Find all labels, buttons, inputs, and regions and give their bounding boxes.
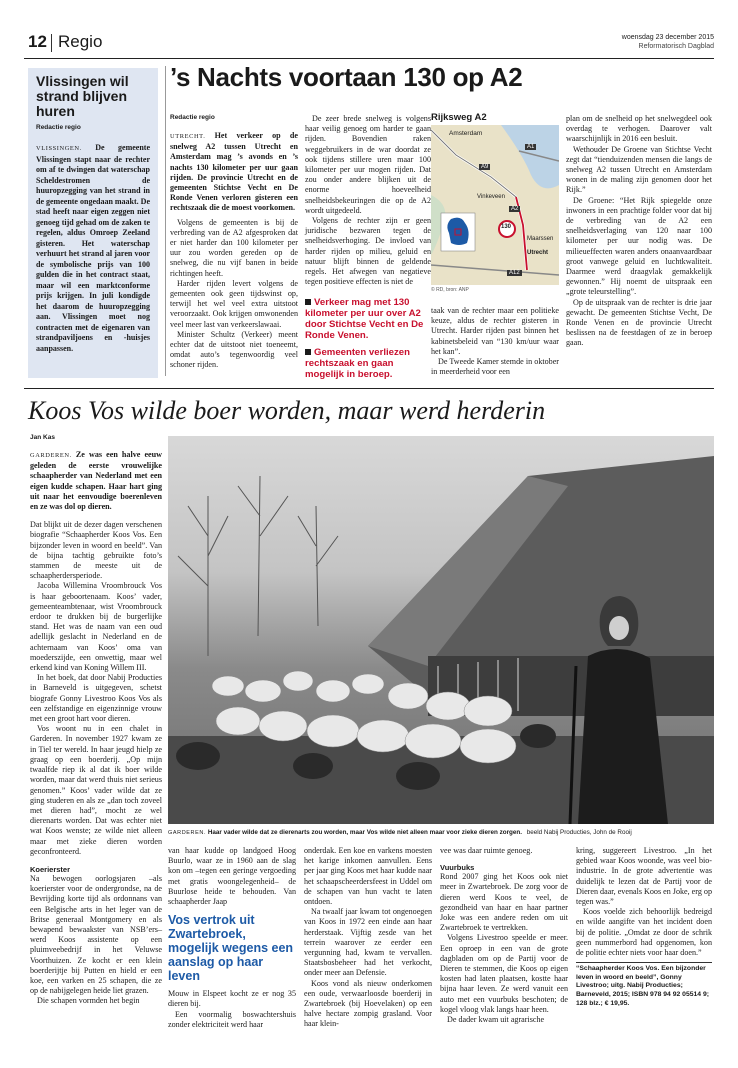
photo-caption bbox=[168, 829, 714, 837]
koos-col2b-p0: Mouw in Elspeet kocht ze er nog 35 dieren bij. bbox=[168, 989, 296, 1009]
a2-col3-p3: Op de uitspraak van de rechter is drie jaar gewacht. De gemeenten Stichtse Vecht, De Ronde Venen en de provincie Utrecht beslissen na de feestdagen of ze in beroep gaan. bbox=[566, 297, 712, 348]
a2-headline: ’s Nachts voortaan 130 op A2 bbox=[170, 62, 523, 92]
map-label-a1: A1 bbox=[527, 144, 535, 150]
a2-col3-p1: Wethouder De Groene van Stichtse Vecht zegt dat “tienduizenden mensen die langs de snelweg A2 tussen Utrecht en Amsterdam wonen in de maling zijn genomen door het Rijk.” bbox=[566, 144, 712, 195]
koos-byline: Jan Kas bbox=[30, 434, 55, 441]
koos-col5 bbox=[576, 846, 712, 1008]
koos-col1b-p1: Die schapen vormden het begin bbox=[37, 996, 140, 1006]
koos-col3 bbox=[304, 846, 432, 1030]
map-label-amsterdam: Amsterdam bbox=[449, 130, 483, 137]
header-rule bbox=[24, 58, 714, 59]
a2-col2 bbox=[305, 114, 431, 380]
koos-col5-p0: kring, suggereert Livestroo. „In het gebied waar Koos woonde, was veel bio-industrie. In de grote advertentie was duidelijk te lezen dat de Partij voor de Dieren daar, evenals Koos en Joke, erg op tegen was.” bbox=[576, 846, 712, 907]
koos-col3-p2: Koos vond als nieuw onderkomen een oude, verwaarloosde boerderij in Zwartebroek (bij Hoevelaken) op een halve hectare zompig grasland. Voor haar klein- bbox=[304, 978, 432, 1029]
koos-lead: Ze was een halve eeuw geleden de eerste vrouwelijke schaapherder van Nederland met een eigen kudde schapen. Haar hart ging uit naar het eenvoudige boerenleven en ze was dol op dieren. bbox=[30, 450, 162, 512]
photo-illustration bbox=[168, 436, 714, 824]
koos-col2-p0: van haar kudde op landgoed Hoog Buurlo, waar ze in 1960 aan de slag kon om –tegen een geringe vergoeding met gratis woongelegenheid– de Buurlose heide te behouden. Van schaapherder Jaap bbox=[168, 846, 296, 907]
map-label-utrecht: Utrecht bbox=[527, 250, 549, 256]
koos-col1-p1: Jacoba Willemina Vroombrouck Vos is haar geboortenaam. Koos’ vader, gemeenteambtenaar, wist Vroombrouck erdoor te drukken bij de burgerlijke stand. Het was de naam van een oud adellijk geslacht in Nederland en de achternaam van Koos’ oma van moederszijde, een onwettig, maar wel erkend kind van Koning Willem III. bbox=[30, 581, 162, 673]
koos-col1-p3: Vos woont nu in een chalet in Garderen. In november 1927 kwam ze in Tiel ter wereld. In haar jeugd hielp ze graag op een boerderij. „Op mijn twaalfde riep ik al dat ik boer wilde worden, maar dat werd thuis niet serieus genomen.” Koos’ vader wilde dat ze ging studeren en als ze „dan toch zoveel met dieren had”, mocht ze wel dierenarts worden. Dat was echter niet wat Koos wenste; ze wilde niet alleen maar met zieke dieren worden geconfronteerd. bbox=[30, 724, 162, 856]
map-label-a12: A12 bbox=[509, 270, 520, 276]
section-divider bbox=[51, 34, 52, 52]
map-credit: © RD, bron: ANP bbox=[431, 287, 469, 293]
koos-col1-p2: In het boek, dat door Nabij Producties in Barneveld is uitgegeven, schetst biografe Gonny Livestroo Koos Vos als een zelfstandige en eigenzinnige vrouw met een groot hart voor dieren. bbox=[30, 673, 162, 724]
caption-text: Haar vader wilde dat ze dierenarts zou worden, maar Vos wilde niet alleen maar voor zieke dieren zorgen. bbox=[207, 829, 522, 836]
koos-col1 bbox=[30, 434, 162, 1007]
sidebar-title: Vlissingen wil strand blijven huren bbox=[36, 73, 129, 119]
photo-credit: beeld Nabij Producties, John de Rooij bbox=[526, 829, 632, 836]
koos-col3-p0: onderdak. Een koe en varkens moesten het karige inkomen aanvullen. Eens per jaar ging Koos met haar kudde naar het schaapscheerdersfeest in Uddel om de schapen van hun vacht te laten ontdoen. bbox=[304, 846, 432, 907]
map-label-a2: A2 bbox=[511, 206, 519, 212]
a2-col2b-p0: taak van de rechter maar een politieke keuze, aldus de rechter gisteren in Utrecht. Harder rijden past binnen het kabinetsbeleid van “130 km/uur waar het kan”. bbox=[431, 306, 559, 356]
section-rule bbox=[24, 388, 714, 389]
koos-col4b-p2: De dader kwam uit agrarische bbox=[447, 1015, 545, 1025]
map-label-a9: A9 bbox=[481, 164, 489, 170]
book-info: “Schaapherder Koos Vos. Een bijzonder leven in woord en beeld”, Gonny Livestroo; uitg. Nabij Producties; Barneveld, 2015; ISBN 978 94 92 05514 9; 128 blz.; € 19,95. bbox=[576, 965, 710, 1007]
koos-photo bbox=[168, 436, 714, 824]
a2-col2-p0: De zeer brede snelweg is volgens haar veilig genoeg om harder te gaan rijden. Bovendien raken weggebruikers in de war doordat ze ook tijdens stillere uren maar 100 kilometer per uur mogen rijden. Dat zou onder andere blijken uit de enorme hoeveelheid snelheidsbekeuringen die op de A2 wordt uitgedeeld. bbox=[305, 114, 431, 215]
koos-dateline: GARDEREN. bbox=[30, 452, 72, 459]
a2-col1 bbox=[170, 114, 298, 371]
a2-dateline: UTRECHT. bbox=[170, 133, 206, 140]
sidebar-dateline: VLISSINGEN. bbox=[36, 145, 82, 152]
page-number: 12 bbox=[28, 32, 47, 51]
sidebar-divider bbox=[165, 66, 166, 376]
a2-bullet-2: Gemeenten verliezen rechtszaak en gaan mogelijk in beroep. bbox=[305, 347, 410, 381]
a2-col2-p1: Volgens de rechter zijn er geen juridische bezwaren tegen de snelheidsverhoging. De invloed van harder rijden op milieu, geluid en natuur blijft binnen de geldende regels. Het afwegen van negatieve tegen positieve effecten is niet de bbox=[305, 216, 431, 287]
a2-col1-p0: Volgens de gemeenten is bij de verbreding van de A2 afgesproken dat er niet harder dan 100 kilometer per uur zou worden gereden op de snelweg, die nu vijf banen in beide richtingen heeft. bbox=[170, 217, 298, 278]
map-label-maarssen: Maarssen bbox=[527, 236, 554, 242]
a2-col3-p0: plan om de snelheid op het snelwegdeel ook overdag te verhogen. Daarover valt waarschijnlijk in 2016 een besluit. bbox=[566, 114, 712, 144]
bullet-square-icon bbox=[305, 349, 311, 355]
a2-map bbox=[431, 112, 559, 298]
a2-col2b-p1: De Tweede Kamer stemde in oktober in meerderheid voor een bbox=[431, 357, 559, 377]
section-name: Regio bbox=[58, 32, 103, 51]
a2-col1-p1: Harder rijden levert volgens de gemeenten ook geen tijdswinst op, terwijl het wel veel extra uitstoot veroorzaakt. Ook krijgen omwonenden veel meer last van verkeerslawaai. bbox=[170, 278, 298, 329]
koos-col5-p1: Koos voelde zich behoorlijk bedreigd en wilde aangifte van het incident doen bij de politie. „Omdat ze door de schrik geen nummerbord had opgenomen, kon de politie echter niets voor haar doen.” bbox=[576, 907, 712, 958]
koos-col4b-p0: Rond 2007 ging het Koos ook niet meer in Zwartebroek. De zorg voor de dieren werd Koos te veel, de gezondheid van haar en haar partner Joke was een andere reden om uit Zwartebroek te vertrekken. bbox=[440, 872, 568, 933]
map-label-130: 130 bbox=[501, 224, 512, 230]
map-graphic bbox=[431, 125, 559, 285]
header-date: woensdag 23 december 2015 bbox=[621, 34, 714, 41]
a2-col1-p2: Minister Schultz (Verkeer) meent echter dat de uitstoot niet toeneemt, omdat auto’s tegenwoordig veel schoner rijden. bbox=[170, 329, 298, 370]
bullet-square-icon bbox=[305, 299, 311, 305]
a2-lead: Het verkeer op de snelweg A2 tussen Utrecht en Amsterdam mag ’s avonds en ’s nachts 130 kilometer per uur gaan rijden. De provincie Utrecht en de gemeenten Stichtse Vecht en De Ronde Venen verloren gisteren een rechtszaak die de moest voorkomen. bbox=[170, 131, 298, 213]
book-info-rule bbox=[576, 962, 712, 963]
koos-col2 bbox=[168, 846, 296, 1030]
a2-col2b bbox=[431, 306, 559, 377]
koos-headline: Koos Vos wilde boer worden, maar werd herderin bbox=[28, 396, 546, 425]
koos-col1b-p0: Na bewogen oorlogsjaren –als koerierster voor de ondergrondse, na de Bevrijding korte tijd als ordonnans van een Belgische arts in het leger van de Britse generaal Montgomery en als bewapend bewaakster van NSB’ers– werd Koos assistente op een pluimveebedrijf in het Veluwse Voorthuizen. Ze kocht er een klein boerderijtje bij Putten en hield er een koe, een varken en 25 schapen, die ze op de nabijgelegen heide liet grazen. bbox=[30, 873, 162, 996]
vuurbuks-subhead: Vuurbuks bbox=[440, 863, 475, 873]
map-label-vinkeveen: Vinkeveen bbox=[477, 194, 505, 200]
koos-col4b-p1: Volgens Livestroo speelde er meer. Een oproep in een van de grote dagbladen om op de Partij voor de Dieren te stemmen, die Koos op eigen kosten had laten plaatsen, kostte haar bijna haar leven. Ze werd vanuit een auto met een vuurbuks beschoten; de kogel vloog vlak langs haar heen. bbox=[440, 933, 568, 1014]
sidebar-byline: Redactie regio bbox=[36, 124, 81, 131]
a2-col3-p2: De Groene: “Het Rijk spiegelde onze inwoners in een prachtige folder voor dat bij de verbreding van de A2 een snelheidsverlaging van 120 naar 100 kilometer per uur nodig was. De milieueffecten waren anders onaanvaardbaar groot vanwege geluid en luchtkwaliteit. Daarmee werd draagvlak gemakkelijk gewonnen.” Hij noemt de uitspraak een „grote teleurstelling”. bbox=[566, 195, 712, 297]
a2-byline: Redactie regio bbox=[170, 114, 215, 121]
sidebar-box bbox=[28, 68, 158, 378]
koos-pullquote: Vos vertrok uit Zwartebroek, mogelijk wegens een aanslag op haar leven bbox=[168, 913, 294, 984]
page-header bbox=[24, 30, 714, 58]
map-title: Rijksweg A2 bbox=[431, 112, 487, 123]
koerierster-subhead: Koerierster bbox=[30, 864, 71, 874]
koos-col4-p0: vee was daar ruimte genoeg. bbox=[440, 846, 533, 855]
koos-col4 bbox=[440, 846, 568, 1025]
a2-col3 bbox=[566, 114, 712, 349]
caption-dateline: GARDEREN. bbox=[168, 830, 207, 836]
koos-col1-p0: Dat blijkt uit de dezer dagen verschenen biografie “Schaapherder Koos Vos. Een bijzonder leven in woord en beeld”. Van de bijna tachtig gebruikte foto’s stammen de meeste uit de schaapherdersperiode. bbox=[30, 520, 162, 581]
header-paper: Reformatorisch Dagblad bbox=[638, 43, 714, 50]
a2-bullet-1: Verkeer mag met 130 kilometer per uur over A2 door Stichtse Vecht en De Ronde Venen. bbox=[305, 297, 424, 342]
koos-col3-p1: Na twaalf jaar kwam tot ongenoegen van Koos in 1972 een einde aan haar herderstaak. Vijftig zesde van het terrein waarover ze eerder een vergunning had, kwam te vervallen. Staatsbosbeheer had het verkocht, onder meer aan Defensie. bbox=[304, 907, 432, 978]
koos-col2b-p1: Een voormalig boswachtershuis zonder elektriciteit werd haar bbox=[168, 1009, 296, 1029]
sidebar-text: De gemeente Vlissingen stapt naar de rechter om af te dwingen dat waterschap Scheldestromen de huuropzegging van het strand in de gemeente ongedaan maakt. De stad heeft naar eigen zeggen niet genoeg tijd gehad om de zaken te regelen, aldus Omroep Zeeland gisteren. Het waterschap verhuurt het strand al jaren voor de symbolische prijs van 100 gulden die in het contract staat, maar wil een marktconforme prijs krijgen. In juli kondigde het daarom de huuropzegging aan. Vlissingen moet nog contracten met de eigenaren van strandpaviljoens en -huisjes aanpassen. bbox=[36, 143, 150, 353]
